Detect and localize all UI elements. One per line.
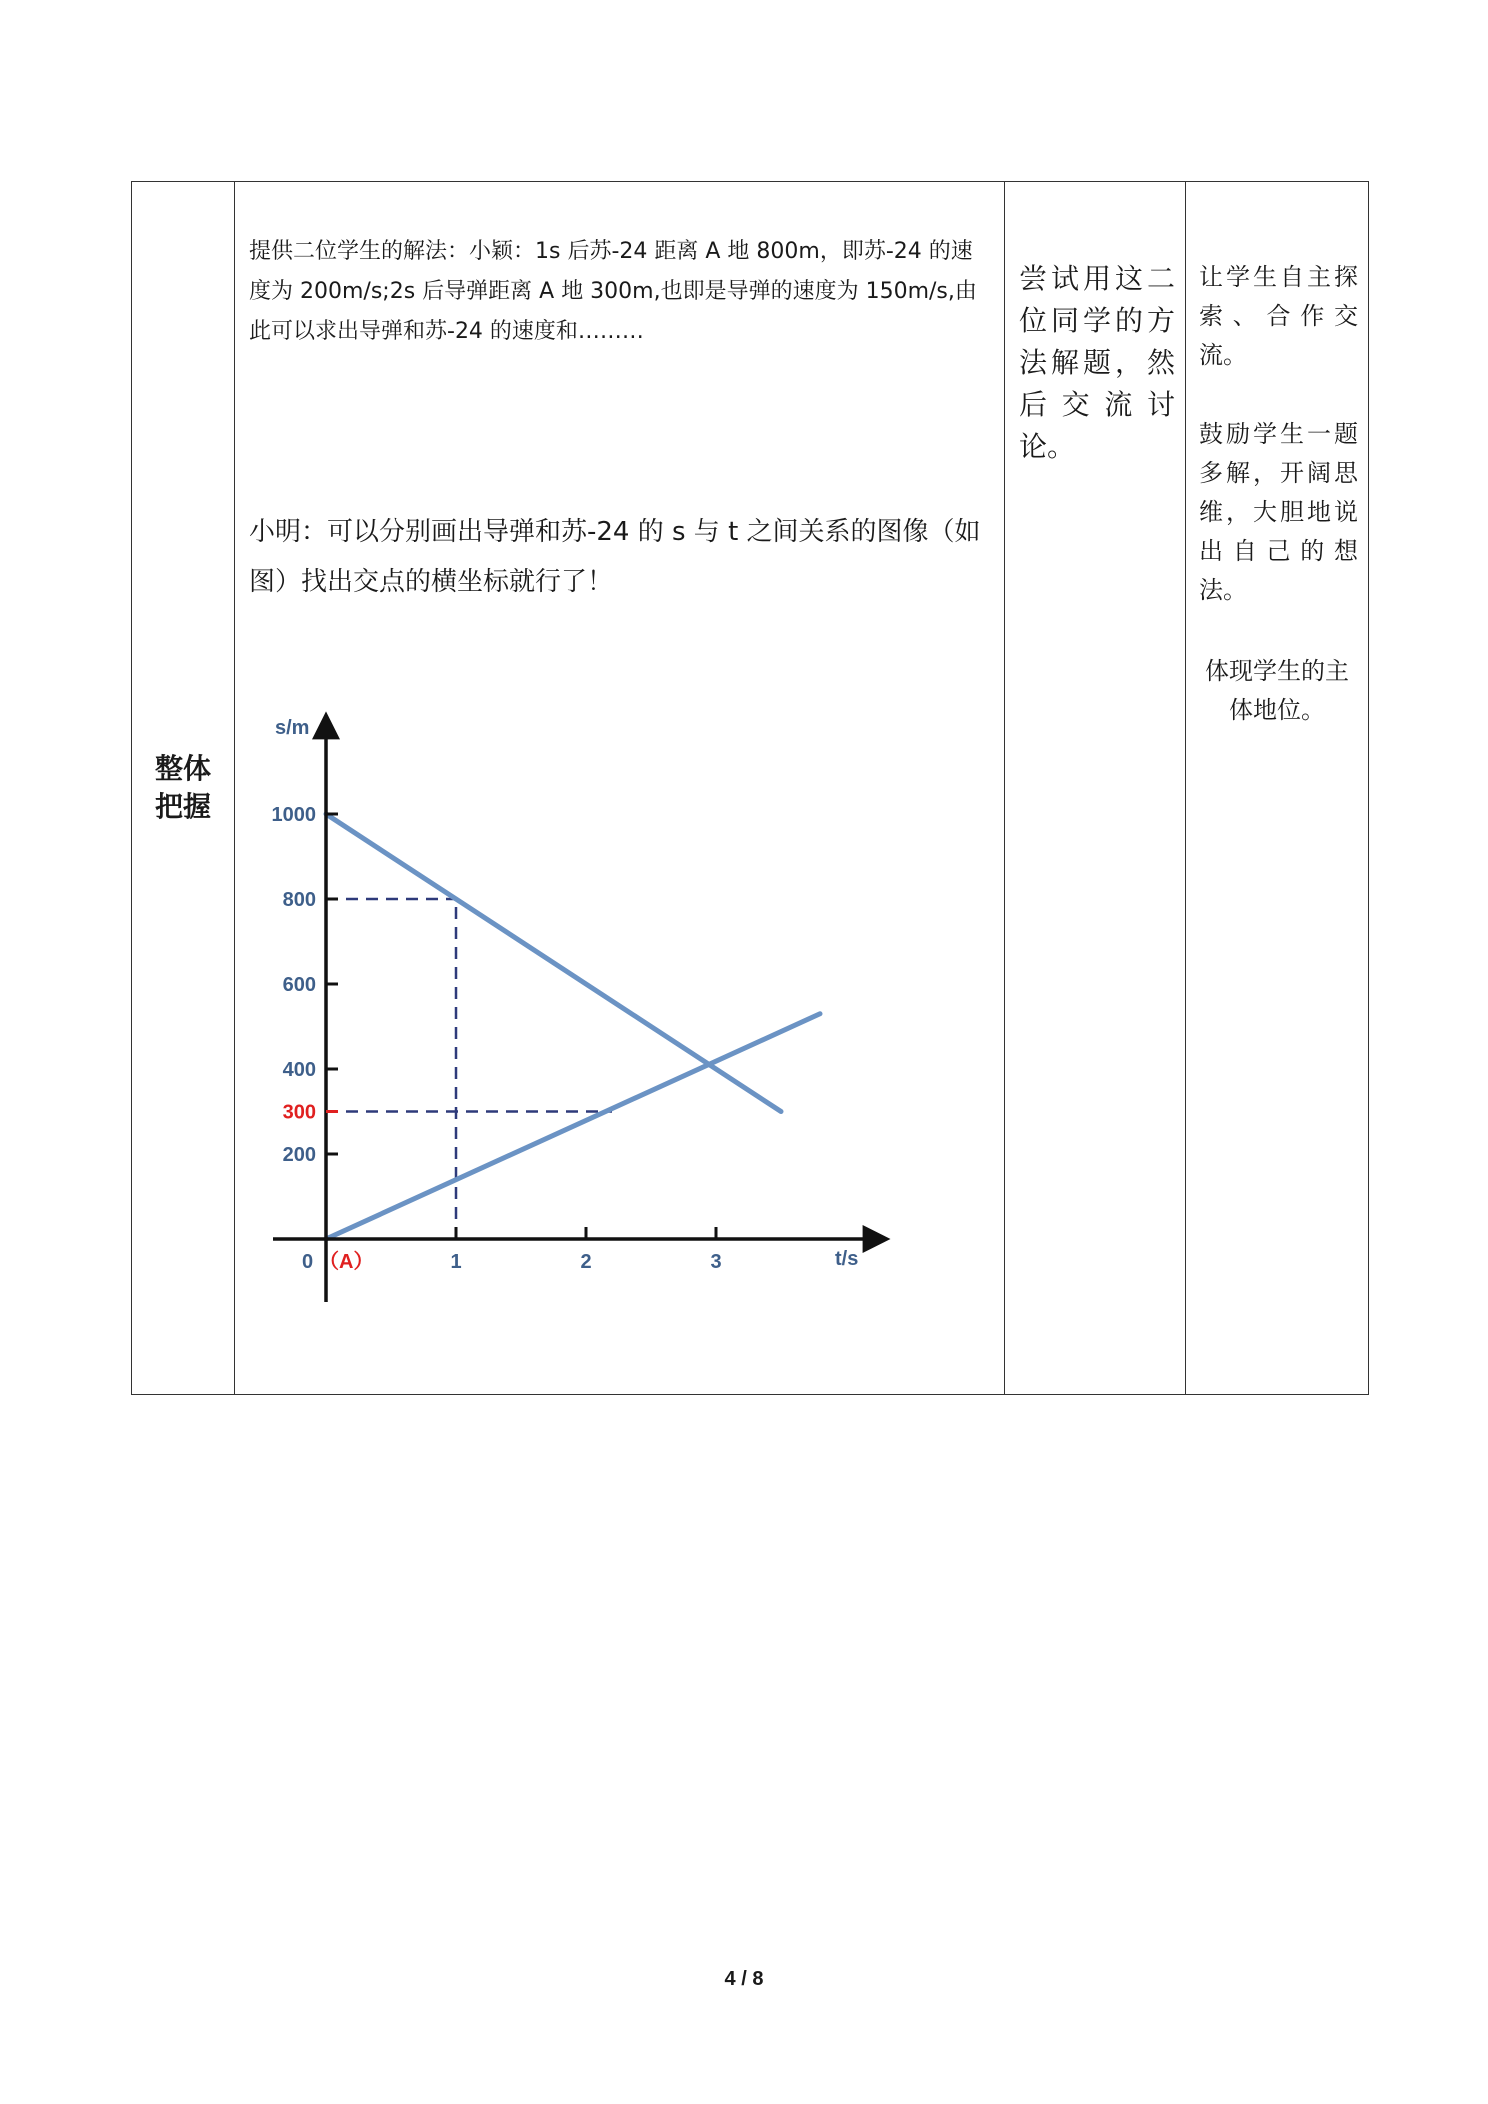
y-tick-label-800: 800 xyxy=(282,889,316,911)
y-ticks xyxy=(272,804,339,1166)
note-explore: 让学生自主探索、合作交流。 xyxy=(1199,263,1358,369)
section-cell xyxy=(132,182,235,1395)
x-tick-label-2: 2 xyxy=(580,1251,592,1273)
note-multiple-solutions: 鼓励学生一题多解，开阔思维，大胆地说出自己的想法。 xyxy=(1199,420,1358,604)
solution-xiaoming: 小明：可以分别画出导弹和苏-24 的 s 与 t 之间关系的图像（如图）找出交点的横坐标就行了！ xyxy=(249,517,981,597)
lesson-table xyxy=(131,181,1369,1395)
x-axis-label: t/s xyxy=(835,1248,859,1270)
section-heading: 整体 把握 xyxy=(154,752,211,823)
x-tick-label-3: 3 xyxy=(710,1251,722,1273)
series-line-0 xyxy=(326,814,781,1112)
x-tick-label-1: 1 xyxy=(450,1251,462,1273)
origin-annotation: （A） xyxy=(319,1251,374,1273)
origin-label: 0 xyxy=(302,1251,314,1273)
content-cell xyxy=(235,182,1005,1395)
series-line-1 xyxy=(326,1014,820,1239)
solution-xiaoying: 提供二位学生的解法：小颖：1s 后苏-24 距离 A 地 800m，即苏-24 的速度为 200m/s;2s 后导弹距离 A 地 300m,也即是导弹的速度为 150m/s,由此可以求出导弹和苏-24 的速度和……… xyxy=(249,239,977,344)
note-student-role: 体现学生的主体地位。 xyxy=(1205,657,1349,724)
y-axis-label: s/m xyxy=(275,717,310,739)
page-number: 4 / 8 xyxy=(724,1968,764,1990)
guide-lines xyxy=(326,899,612,1239)
y-tick-label-1000: 1000 xyxy=(271,804,316,826)
activity-text: 尝试用这二位同学的方法解题，然后交流讨论。 xyxy=(1019,262,1175,463)
activity-cell xyxy=(1005,182,1186,1395)
series-lines xyxy=(326,814,820,1239)
y-tick-label-200: 200 xyxy=(282,1144,316,1166)
y-tick-label-600: 600 xyxy=(282,974,316,996)
y-tick-label-400: 400 xyxy=(282,1059,316,1081)
notes-cell xyxy=(1186,182,1369,1395)
y-tick-label-300: 300 xyxy=(282,1101,316,1124)
x-ticks xyxy=(450,1227,721,1273)
distance-time-chart xyxy=(235,702,1004,1322)
